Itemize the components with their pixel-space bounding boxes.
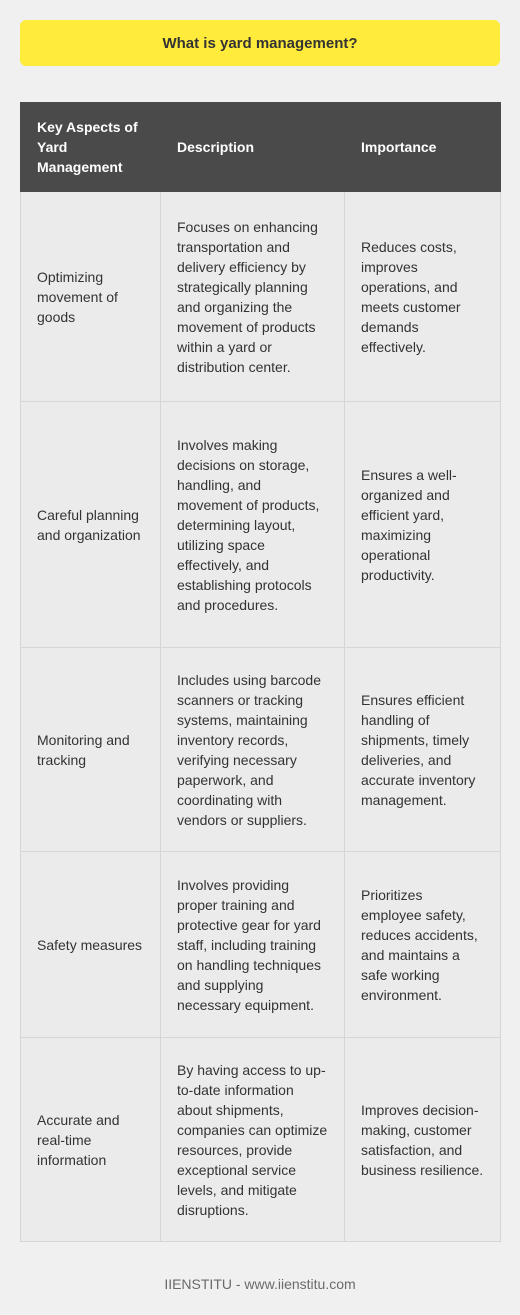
cell-importance: Ensures a well-organized and efficient yard, maximizing operational productivity. [345, 402, 501, 648]
header-importance: Importance [345, 103, 501, 192]
cell-importance: Improves decision-making, customer satisfaction, and business resilience. [345, 1038, 501, 1242]
title-banner [20, 20, 500, 66]
header-description: Description [161, 103, 345, 192]
table-row [21, 192, 501, 402]
cell-aspect: Optimizing movement of goods [21, 192, 161, 402]
table-row [21, 648, 501, 852]
cell-importance: Prioritizes employee safety, reduces accidents, and maintains a safe working environment. [345, 852, 501, 1038]
cell-description: Includes using barcode scanners or tracking systems, maintaining inventory records, verifying necessary paperwork, and coordinating with vendors or suppliers. [161, 648, 345, 852]
cell-aspect: Monitoring and tracking [21, 648, 161, 852]
cell-description: Focuses on enhancing transportation and delivery efficiency by strategically planning and organizing the movement of products within a yard or distribution center. [161, 192, 345, 402]
table-header-row [21, 103, 501, 192]
yard-management-table [20, 102, 501, 1242]
cell-aspect: Accurate and real-time information [21, 1038, 161, 1242]
cell-description: Involves providing proper training and protective gear for yard staff, including training on handling techniques and supplying necessary equipment. [161, 852, 345, 1038]
cell-description: By having access to up-to-date information about shipments, companies can optimize resources, provide exceptional service levels, and mitigate disruptions. [161, 1038, 345, 1242]
cell-description: Involves making decisions on storage, handling, and movement of products, determining layout, utilizing space effectively, and establishing protocols and procedures. [161, 402, 345, 648]
cell-importance: Reduces costs, improves operations, and meets customer demands effectively. [345, 192, 501, 402]
footer-credit: IIENSTITU - www.iienstitu.com [164, 1276, 356, 1292]
table-row [21, 1038, 501, 1242]
header-key-aspects: Key Aspects of Yard Management [21, 103, 161, 192]
table-row [21, 852, 501, 1038]
page-title: What is yard management? [162, 34, 358, 52]
cell-aspect: Safety measures [21, 852, 161, 1038]
cell-aspect: Careful planning and organization [21, 402, 161, 648]
table-row [21, 402, 501, 648]
cell-importance: Ensures efficient handling of shipments, timely deliveries, and accurate inventory management. [345, 648, 501, 852]
